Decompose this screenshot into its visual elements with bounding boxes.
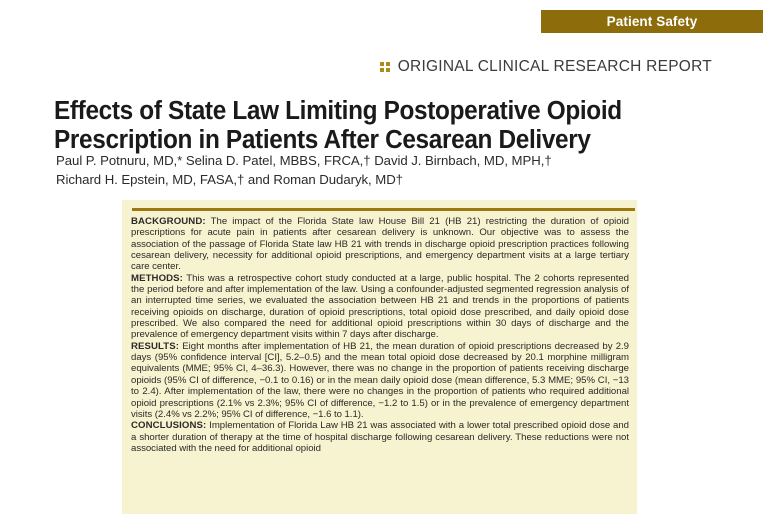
abstract-top-rule	[132, 208, 635, 211]
abstract-section-background	[131, 216, 629, 273]
author-line-2: Richard H. Epstein, MD, FASA,† and Roman Dudaryk, MD†	[56, 171, 403, 187]
title-line-1: Effects of State Law Limiting Postoperative Opioid	[54, 97, 622, 126]
article-type-label: ORIGINAL CLINICAL RESEARCH REPORT	[397, 58, 712, 75]
page-title	[54, 97, 696, 155]
abstract-text-conclusions: Implementation of Florida Law HB 21 was associated with a lower total prescribed opioid dose and a shorter duration of therapy at the time of hospital discharge following cesarean delivery. These reductions were not associated with the need for additional opioid	[131, 420, 629, 454]
author-line-1: Paul P. Potnuru, MD,* Selina D. Patel, MBBS, FRCA,† David J. Birnbach, MD, MPH,†	[56, 153, 552, 168]
article-type-kicker	[380, 58, 712, 76]
abstract-text-results: Eight months after implementation of HB 21, the mean duration of opioid prescriptions decreased by 2.9 days (95% confidence interval [CI], 5.2–0.5) and the mean total opioid dose decreased by 20.1 morphine milligram equivalents (MME; 95% CI, 4–36.3). However, there was no change in the proportion of patients receiving discharge opioids (95% CI of difference, −0.1 to 0.16) or in the mean daily opioid dose (mean difference, 5.3 MME; 95% CI, −13 to 2.4). After implementation of the law, there were no changes in the proportion of patients who required additional opioid prescriptions (2.1% vs 2.3%; 95% CI of difference, −1.2 to 1.5) or in the prevalence of emergency department visits (2.4% vs 2.2%; 95% CI of difference, −1.6 to 1.1).	[131, 340, 629, 420]
section-banner	[541, 10, 763, 33]
section-banner-label: Patient Safety	[606, 13, 698, 29]
abstract-body	[131, 216, 629, 454]
abstract-heading-methods: METHODS:	[131, 272, 183, 284]
abstract-section-conclusions	[131, 420, 629, 454]
abstract-heading-results: RESULTS:	[131, 340, 180, 352]
abstract-box	[122, 200, 637, 514]
abstract-heading-background: BACKGROUND:	[131, 216, 206, 227]
author-list	[56, 152, 736, 189]
title-line-2: Prescription in Patients After Cesarean Delivery	[54, 126, 591, 155]
abstract-section-methods	[131, 273, 629, 341]
abstract-text-methods: This was a retrospective cohort study conducted at a large, public hospital. The 2 cohorts represented the period before and after implementation of the law. Using a confounder-adjusted segmented regression analysis of an interrupted time series, we evaluated the association between HB 21 and trends in the proportions of patients receiving opioids on discharge, duration of opioid prescriptions, total opioid dose prescribed, and daily opioid dose prescribed. We also compared the need for additional opioid prescriptions within 30 days of discharge and the prevalence of emergency department visits within 7 days after discharge.	[131, 272, 629, 341]
grid-squares-icon	[380, 62, 391, 73]
abstract-text-background: The impact of the Florida State law House Bill 21 (HB 21) restricting the duration of opioid prescriptions for acute pain in patients after cesarean delivery is unknown. Our objective was to assess the association of the passage of Florida State law HB 21 with trends in discharge opioid prescription practices following cesarean delivery, necessity for additional opioid prescriptions, and emergency department visits at a large tertiary care center.	[131, 216, 629, 273]
abstract-section-results	[131, 341, 629, 420]
abstract-heading-conclusions: CONCLUSIONS:	[131, 420, 207, 432]
